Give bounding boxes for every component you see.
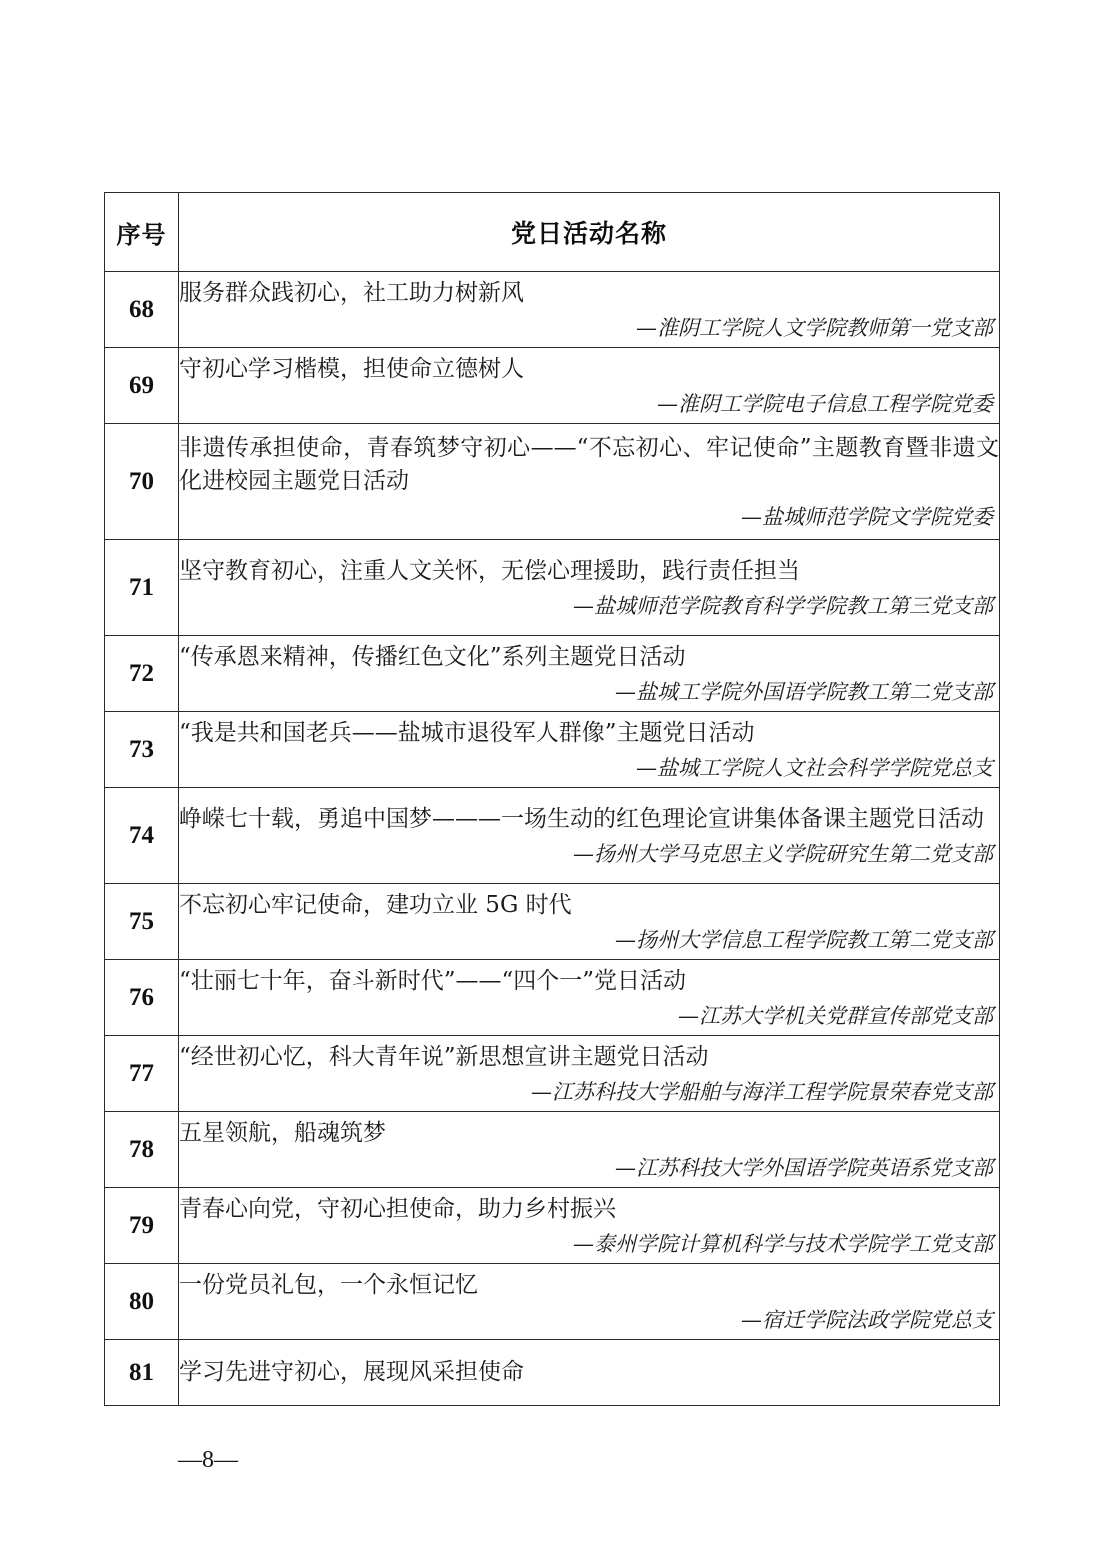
activity-title: 非遗传承担使命，青春筑梦守初心——“不忘初心、牢记使命”主题教育暨非遗文化进校园主题党日活动 [179, 435, 999, 494]
row-activity-cell [179, 424, 1000, 540]
table-row [105, 1112, 1000, 1188]
table-row [105, 1036, 1000, 1112]
row-sequence-number: 80 [105, 1264, 179, 1340]
activity-title: “经世初心忆，科大青年说”新思想宣讲主题党日活动 [179, 1043, 709, 1070]
row-activity-cell [179, 272, 1000, 348]
activity-organization: —盐城师范学院教育科学学院教工第三党支部 [573, 594, 993, 619]
column-header-activity-name: 党日活动名称 [179, 193, 1000, 272]
activity-organization: —淮阴工学院电子信息工程学院党委 [657, 392, 993, 417]
table-row [105, 788, 1000, 884]
table-row [105, 424, 1000, 540]
activity-title: “我是共和国老兵——盐城市退役军人群像”主题党日活动 [179, 719, 755, 746]
activity-organization: —宿迁学院法政学院党总支 [741, 1308, 993, 1333]
row-sequence-number: 77 [105, 1036, 179, 1112]
activity-title: “传承恩来精神，传播红色文化”系列主题党日活动 [179, 643, 686, 670]
activity-title: 峥嵘七十载，勇追中国梦———一场生动的红色理论宣讲集体备课主题党日活动 [179, 805, 984, 832]
activity-organization: —泰州学院计算机科学与技术学院学工党支部 [573, 1232, 993, 1257]
activity-organization: —江苏科技大学船舶与海洋工程学院景荣春党支部 [531, 1080, 993, 1105]
activity-organization: —盐城工学院外国语学院教工第二党支部 [615, 680, 993, 705]
table-row [105, 884, 1000, 960]
activity-organization: —扬州大学信息工程学院教工第二党支部 [615, 928, 993, 953]
row-sequence-number: 74 [105, 788, 179, 884]
row-sequence-number: 73 [105, 712, 179, 788]
row-activity-cell [179, 1112, 1000, 1188]
activity-organization: —江苏科技大学外国语学院英语系党支部 [615, 1156, 993, 1181]
row-activity-cell [179, 788, 1000, 884]
row-activity-cell [179, 348, 1000, 424]
table-header-row [105, 193, 1000, 272]
activity-title: 守初心学习楷模，担使命立德树人 [179, 355, 524, 382]
row-sequence-number: 68 [105, 272, 179, 348]
row-activity-cell [179, 1340, 1000, 1406]
row-sequence-number: 72 [105, 636, 179, 712]
row-sequence-number: 70 [105, 424, 179, 540]
column-header-sequence: 序号 [105, 193, 179, 272]
table-row [105, 348, 1000, 424]
activity-title: 不忘初心牢记使命，建功立业 5G 时代 [179, 891, 572, 918]
activity-title: 一份党员礼包，一个永恒记忆 [179, 1271, 478, 1298]
table-header [105, 193, 1000, 272]
row-sequence-number: 76 [105, 960, 179, 1036]
table-row [105, 1264, 1000, 1340]
activity-organization: —江苏大学机关党群宣传部党支部 [678, 1004, 993, 1029]
row-sequence-number: 81 [105, 1340, 179, 1406]
row-activity-cell [179, 712, 1000, 788]
activity-organization: —盐城工学院人文社会科学学院党总支 [636, 756, 993, 781]
activity-title: 学习先进守初心，展现风采担使命 [179, 1358, 524, 1385]
table-row [105, 960, 1000, 1036]
row-sequence-number: 69 [105, 348, 179, 424]
row-sequence-number: 79 [105, 1188, 179, 1264]
activity-organization: —盐城师范学院文学院党委 [741, 504, 993, 529]
activity-title: 五星领航，船魂筑梦 [179, 1119, 386, 1146]
page-number: —8— [178, 1447, 238, 1473]
party-day-activity-table [104, 192, 1000, 1406]
activity-organization: —淮阴工学院人文学院教师第一党支部 [636, 316, 993, 341]
row-activity-cell [179, 1036, 1000, 1112]
table-row [105, 712, 1000, 788]
row-sequence-number: 71 [105, 540, 179, 636]
table-row [105, 636, 1000, 712]
table-row [105, 1340, 1000, 1406]
table-row [105, 1188, 1000, 1264]
row-activity-cell [179, 960, 1000, 1036]
activity-title: “壮丽七十年，奋斗新时代”——“四个一”党日活动 [179, 967, 687, 994]
activity-title: 青春心向党，守初心担使命，助力乡村振兴 [179, 1195, 616, 1222]
activity-title: 服务群众践初心，社工助力树新风 [179, 279, 524, 306]
row-activity-cell [179, 636, 1000, 712]
row-activity-cell [179, 540, 1000, 636]
row-sequence-number: 75 [105, 884, 179, 960]
row-activity-cell [179, 1264, 1000, 1340]
table-row [105, 272, 1000, 348]
activity-organization: —扬州大学马克思主义学院研究生第二党支部 [573, 842, 993, 867]
table-body [105, 272, 1000, 1406]
activity-title: 坚守教育初心，注重人文关怀，无偿心理援助，践行责任担当 [179, 557, 800, 584]
row-activity-cell [179, 1188, 1000, 1264]
table-row [105, 540, 1000, 636]
row-activity-cell [179, 884, 1000, 960]
row-sequence-number: 78 [105, 1112, 179, 1188]
